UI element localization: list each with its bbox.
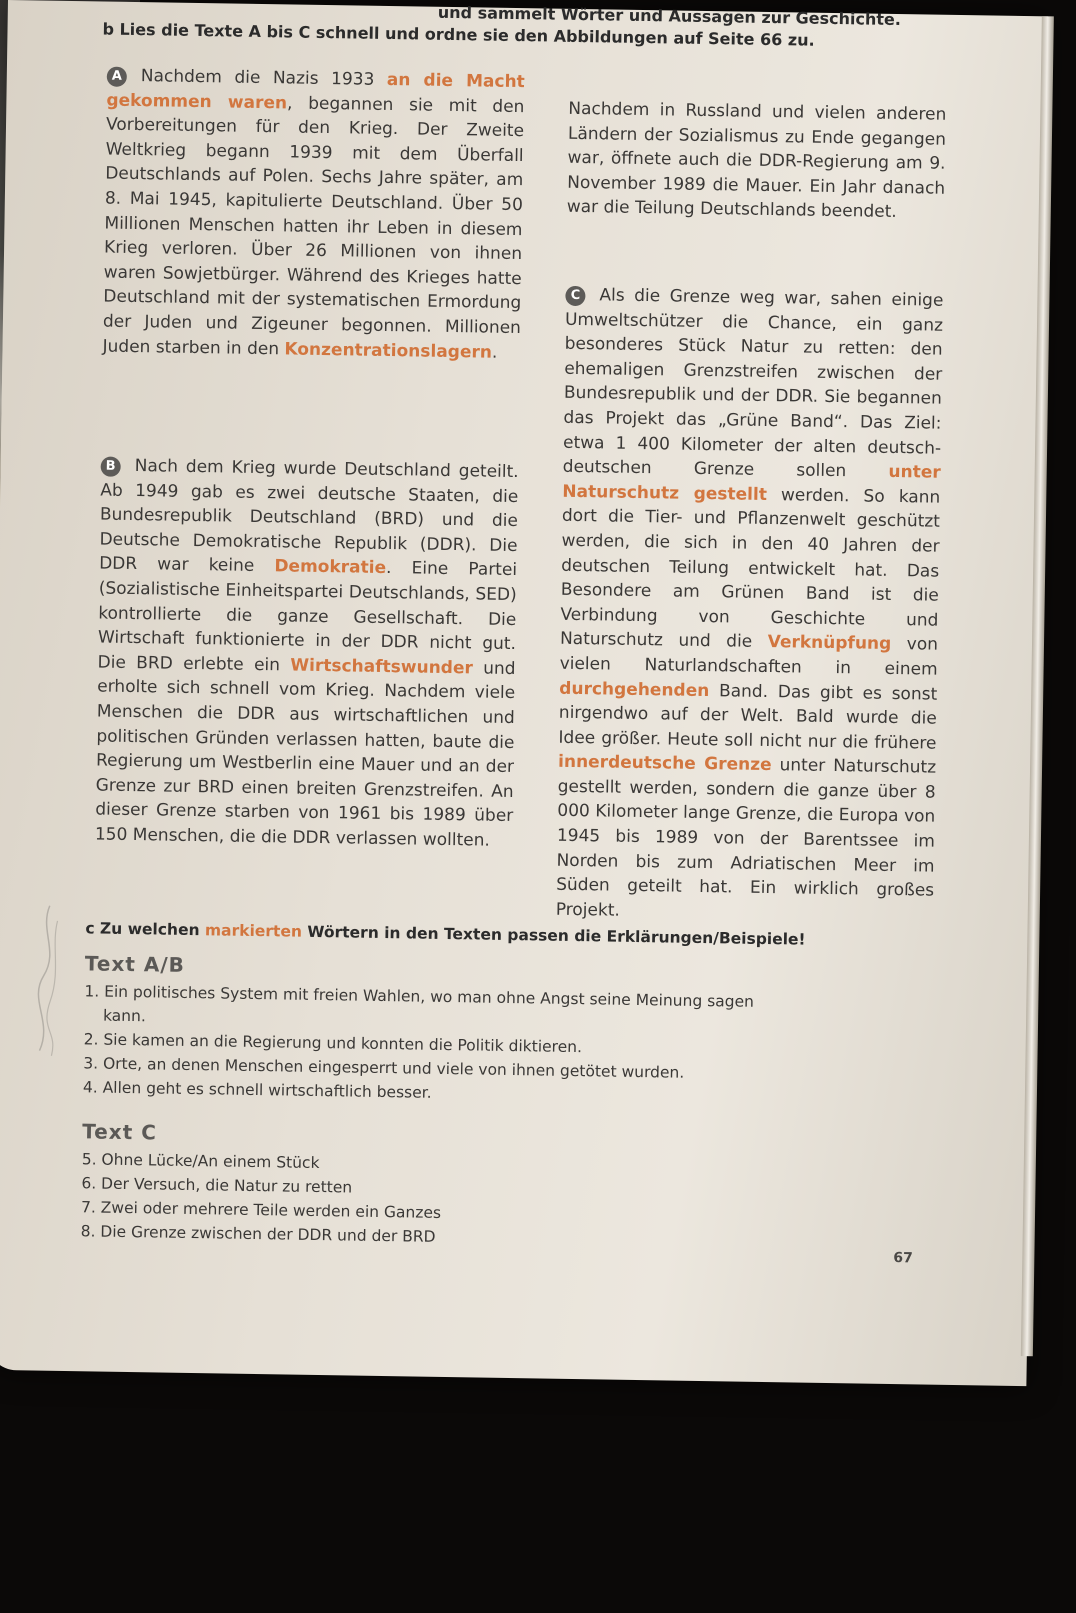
list-ab [83, 979, 754, 1110]
highlight-word: Konzentrationslagern [284, 338, 493, 363]
list-item: 8. Die Grenze zwischen der DDR und der BRD [80, 1222, 436, 1246]
list-item: 5. Ohne Lücke/An einem Stück [81, 1150, 320, 1173]
list-item: 4. Allen geht es schnell wirtschaftlich besser. [82, 1078, 432, 1102]
highlight-word: an die Macht gekommen waren [106, 69, 525, 113]
badge-a: A [107, 67, 127, 87]
highlight-word: Wirtschaftswunder [290, 655, 474, 679]
text-b: B Nach dem Krieg wurde Deutschland geteilt. Ab 1949 gab es zwei deutsche Staaten, die Bundesrepublik Deutschland (BRD) und die Deutsche Demokratische Republik (DDR). Die DDR war keine Demokratie. Eine Partei (Sozialistische Einheitspartei Deutschlands, SED) kontrollierte die ganze Gesellschaft. Die Wirtschaft funktionierte in der DDR nicht gut. Die BRD erlebte ein Wirtschaftswunder und erholte sich schnell vom Krieg. Nachdem viele Menschen die DDR aus wirtschaftlichen und politischen Gründen verlassen hatten, baute die Regierung um Westberlin eine Mauer und an der Grenze zur BRD einen breiten Grenzstreifen. An dieser Grenze starben von 1961 bis 1989 über 150 Menschen, die die DDR verlassen wollten. [94, 456, 519, 851]
section-title-ab: Text A/B [84, 951, 186, 977]
header-continuation: und sammelt Wörter und Aussagen zur Geschichte. [437, 2, 902, 30]
list-item: 6. Der Versuch, die Natur zu retten [81, 1174, 353, 1197]
page-number: 67 [893, 1250, 913, 1267]
task-b-instruction: b Lies die Texte A bis C schnell und ordne sie den Abbildungen auf Seite 66 zu. [102, 19, 815, 50]
list-item: 7. Zwei oder mehrere Teile werden ein Ganzes [80, 1198, 442, 1222]
highlight-word: durchgehenden [559, 678, 710, 701]
list-c [80, 1147, 441, 1249]
list-item: 2. Sie kamen an die Regierung und konnten die Politik diktieren. [83, 1030, 583, 1057]
list-item: 3. Orte, an denen Menschen eingesperrt und viele von ihnen getötet wurden. [83, 1054, 685, 1082]
badge-b: B [101, 457, 121, 477]
list-item: 1. Ein politisches System mit freien Wahlen, wo man ohne Angst seine Meinung sagen [84, 982, 755, 1011]
list-item: kann. [102, 1006, 146, 1026]
highlight-word: Verknüpfung [767, 632, 892, 655]
text-c: C Als die Grenze weg war, sahen einige Umweltschützer die Chance, ein ganz besonderes Stück Natur zu retten: den ehemaligen Grenzstreifen zwischen der Bundesrepublik und der DDR. Sie begannen das Projekt das „Grüne Band“. Das Ziel: etwa 1 400 Kilometer der alten deutsch-deutschen Grenze sollen unter Naturschutz gestellt werden. So kann dort die Tier- und Pflanzenwelt geschützt werden, die sich in den 40 Jahren der deutschen Teilung entwickelt hat. Das Besondere am Grünen Band ist die Verbindung von Geschichte und Naturschutz und die Verknüpfung von vielen Naturlandschaften in einem durchgehenden Band. Das gibt es sonst nirgendwo auf der Welt. Bald wurde die Idee größer. Heute soll nicht nur die frühere innerdeutsche Grenze unter Naturschutz gestellt werden, sondern die ganze über 8 000 Kilometer lange Grenze, die Europa von 1945 bis 1989 von der Barentssee im Norden bis zum Adriatischen Meer im Süden geteilt hat. Ein wirklich großes Projekt. [555, 285, 944, 921]
highlight-word: Demokratie [274, 556, 387, 579]
badge-c: C [565, 286, 585, 306]
text-a: A Nachdem die Nazis 1933 an die Macht gekommen waren, begannen sie mit den Vorbereitungen für den Krieg. Der Zweite Weltkrieg begann 1939 mit dem Überfall Deutschlands auf Polen. Sechs Jahre später, am 8. Mai 1945, kapitulierte Deutschland. Über 50 Millionen Menschen hatten ihr Leben in diesem Krieg verloren. Über 26 Millionen von ihnen waren Sowjetbürger. Während des Krieges hatte Deutschland mit der systematischen Ermordung der Juden und Zigeuner begonnen. Millionen Juden starben in den Konzentrationslagern. [102, 66, 525, 363]
text-a-continuation: Nachdem in Russland und vielen anderen Ländern der Sozialismus zu Ende gegangen war, öffnete auch die DDR-Regierung am 9. November 1989 die Mauer. Ein Jahr danach war die Teilung Deutschlands beendet. [566, 98, 947, 223]
task-c-instruction: c Zu welchen markierten Wörtern in den Texten passen die Erklärungen/Beispiele! [85, 919, 806, 949]
highlight-word: innerdeutsche Grenze [557, 752, 772, 776]
pencil-scribble [27, 900, 70, 1061]
section-title-c: Text C [82, 1119, 158, 1145]
highlight-word: unter Naturschutz gestellt [562, 462, 941, 505]
